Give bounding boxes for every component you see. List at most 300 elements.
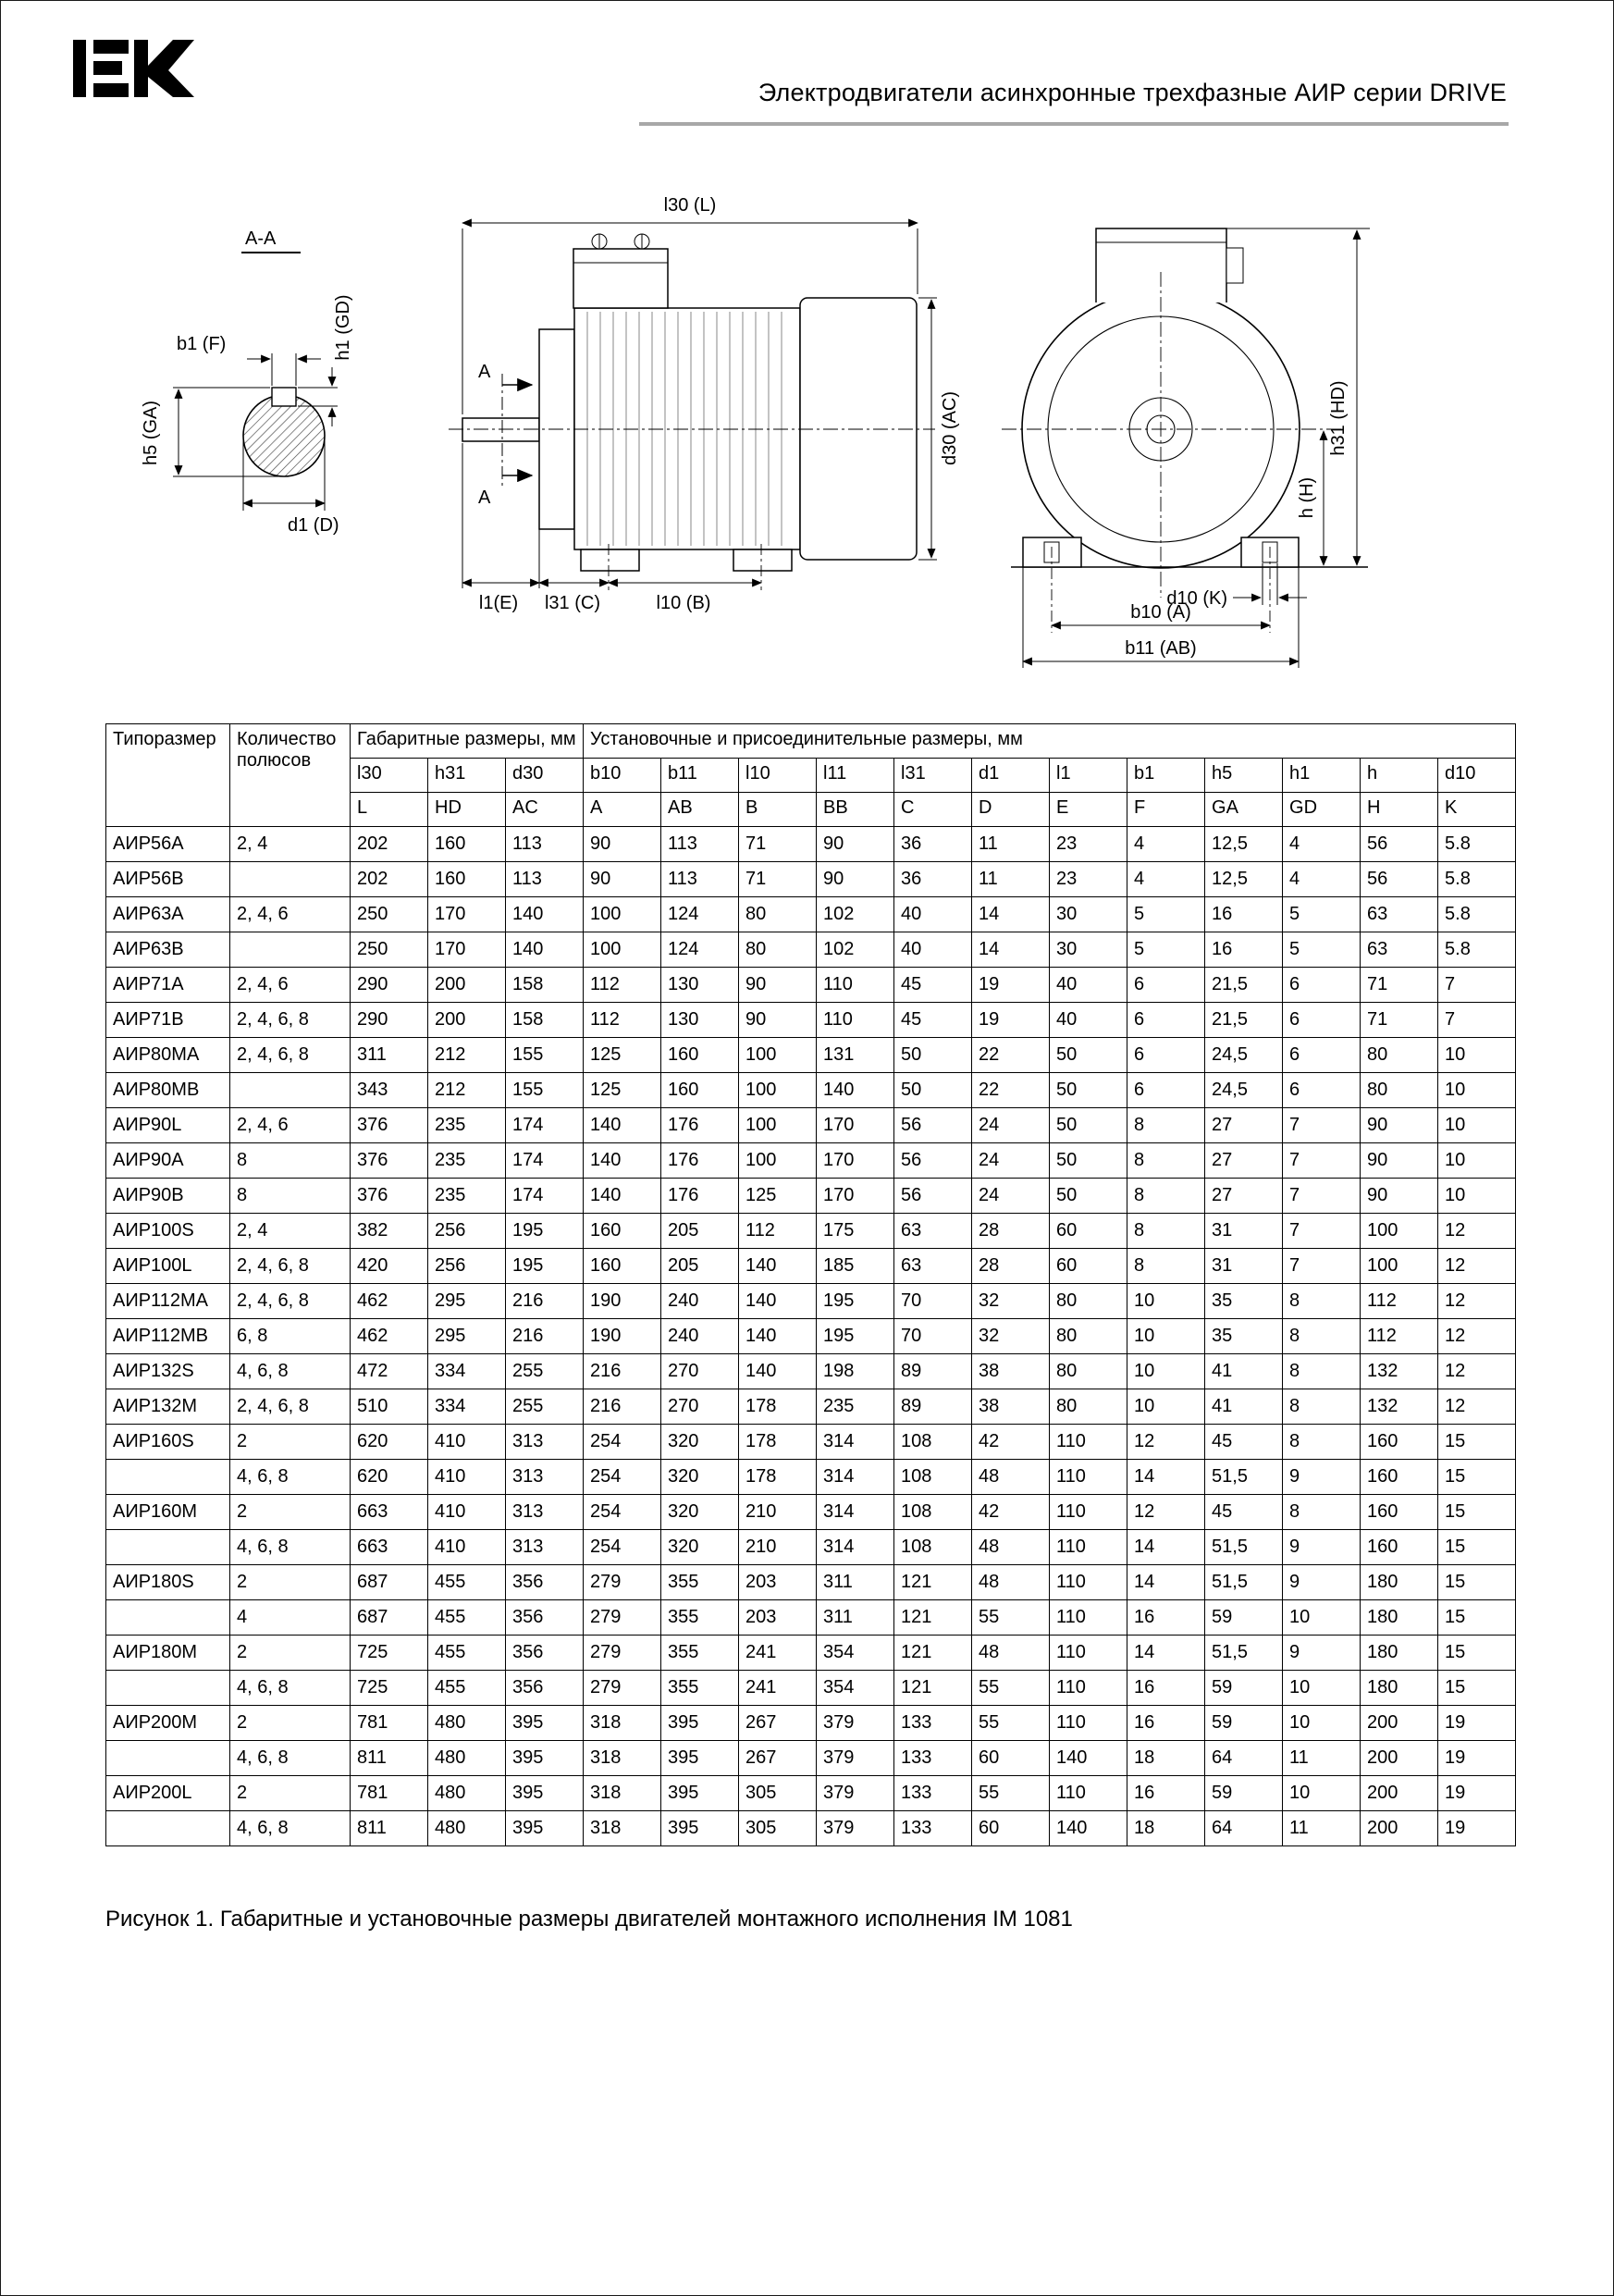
cell-typesize: АИР71А xyxy=(106,968,230,1003)
cell-value: 178 xyxy=(739,1425,817,1460)
rear-foot xyxy=(733,549,792,571)
cell-value: 133 xyxy=(894,1811,972,1846)
cell-value: 160 xyxy=(1361,1460,1438,1495)
cell-value: 200 xyxy=(1361,1741,1438,1776)
col-letter: K xyxy=(1438,793,1516,827)
cell-value: 160 xyxy=(428,862,506,897)
cell-value: 110 xyxy=(1050,1495,1127,1530)
cell-value: 6 xyxy=(1127,1038,1205,1073)
cell-value: 354 xyxy=(817,1671,894,1706)
cell-value: 313 xyxy=(506,1530,584,1565)
cell-value: 318 xyxy=(584,1741,661,1776)
cell-value: 15 xyxy=(1438,1565,1516,1600)
cell-value: 16 xyxy=(1205,897,1283,932)
col-typesize: Типоразмер xyxy=(106,724,230,827)
dim-label-l1: l1(E) xyxy=(478,593,519,613)
cell-value: 203 xyxy=(739,1600,817,1636)
col-symbol: l10 xyxy=(739,759,817,793)
cell-poles: 2 xyxy=(230,1565,351,1600)
cell-typesize: АИР80МА xyxy=(106,1038,230,1073)
cell-poles: 8 xyxy=(230,1143,351,1179)
shaft-section-circle xyxy=(243,395,325,476)
cell-value: 14 xyxy=(1127,1636,1205,1671)
cell-value: 155 xyxy=(506,1038,584,1073)
cell-value: 174 xyxy=(506,1108,584,1143)
cut-label-bottom: A xyxy=(478,488,491,508)
cell-value: 89 xyxy=(894,1389,972,1425)
cell-value: 22 xyxy=(972,1038,1050,1073)
cell-poles: 2, 4, 6, 8 xyxy=(230,1038,351,1073)
cell-value: 376 xyxy=(351,1108,428,1143)
cell-value: 48 xyxy=(972,1636,1050,1671)
cell-value: 80 xyxy=(1050,1354,1127,1389)
cell-value: 56 xyxy=(894,1108,972,1143)
col-letter: D xyxy=(972,793,1050,827)
cell-value: 124 xyxy=(661,932,739,968)
cell-value: 35 xyxy=(1205,1284,1283,1319)
cell-value: 314 xyxy=(817,1460,894,1495)
cell-value: 174 xyxy=(506,1179,584,1214)
cell-value: 50 xyxy=(1050,1179,1127,1214)
cell-value: 40 xyxy=(894,897,972,932)
dimensions-table xyxy=(105,723,1516,1846)
cell-value: 455 xyxy=(428,1671,506,1706)
cell-value: 314 xyxy=(817,1425,894,1460)
cell-value: 395 xyxy=(661,1811,739,1846)
table-row xyxy=(106,1143,1516,1179)
cell-value: 5.8 xyxy=(1438,862,1516,897)
cell-value: 12 xyxy=(1438,1389,1516,1425)
cell-value: 9 xyxy=(1283,1636,1361,1671)
cell-value: 216 xyxy=(506,1319,584,1354)
cell-value: 18 xyxy=(1127,1741,1205,1776)
cell-value: 42 xyxy=(972,1495,1050,1530)
table-row xyxy=(106,1565,1516,1600)
cell-value: 195 xyxy=(506,1214,584,1249)
cell-value: 6 xyxy=(1127,1003,1205,1038)
cell-value: 6 xyxy=(1283,968,1361,1003)
cell-value: 203 xyxy=(739,1565,817,1600)
cell-value: 124 xyxy=(661,897,739,932)
col-letter: B xyxy=(739,793,817,827)
page-title: Электродвигатели асинхронные трехфазные АИР серии DRIVE xyxy=(758,79,1507,106)
cell-value: 31 xyxy=(1205,1214,1283,1249)
cell-value: 311 xyxy=(817,1565,894,1600)
cell-value: 89 xyxy=(894,1354,972,1389)
cell-poles: 2, 4, 6, 8 xyxy=(230,1003,351,1038)
table-row xyxy=(106,1811,1516,1846)
cell-value: 16 xyxy=(1127,1671,1205,1706)
cell-value: 121 xyxy=(894,1565,972,1600)
table-row xyxy=(106,1108,1516,1143)
cell-value: 132 xyxy=(1361,1354,1438,1389)
cell-value: 7 xyxy=(1283,1249,1361,1284)
cell-value: 176 xyxy=(661,1143,739,1179)
table-row xyxy=(106,1495,1516,1530)
cell-value: 10 xyxy=(1438,1038,1516,1073)
cell-value: 355 xyxy=(661,1600,739,1636)
cell-value: 7 xyxy=(1283,1179,1361,1214)
col-letter: GD xyxy=(1283,793,1361,827)
cell-value: 60 xyxy=(1050,1214,1127,1249)
cell-value: 90 xyxy=(739,968,817,1003)
cell-value: 42 xyxy=(972,1425,1050,1460)
cell-value: 15 xyxy=(1438,1671,1516,1706)
cell-value: 70 xyxy=(894,1284,972,1319)
cell-value: 5 xyxy=(1283,932,1361,968)
cell-value: 60 xyxy=(1050,1249,1127,1284)
cell-value: 356 xyxy=(506,1565,584,1600)
dim-label-d10: d10 (K) xyxy=(1166,588,1227,609)
cell-value: 71 xyxy=(1361,1003,1438,1038)
cell-value: 45 xyxy=(1205,1495,1283,1530)
cell-value: 12 xyxy=(1438,1284,1516,1319)
cell-value: 121 xyxy=(894,1636,972,1671)
cell-value: 8 xyxy=(1283,1389,1361,1425)
cell-typesize: АИР160S xyxy=(106,1425,230,1460)
cell-value: 180 xyxy=(1361,1600,1438,1636)
cell-value: 24,5 xyxy=(1205,1038,1283,1073)
cell-value: 8 xyxy=(1127,1179,1205,1214)
cell-value: 71 xyxy=(739,827,817,862)
cell-value: 6 xyxy=(1283,1038,1361,1073)
cell-value: 379 xyxy=(817,1776,894,1811)
cell-typesize: АИР160M xyxy=(106,1495,230,1530)
cell-value: 50 xyxy=(894,1073,972,1108)
cell-value: 140 xyxy=(584,1179,661,1214)
table-row xyxy=(106,1671,1516,1706)
cell-value: 320 xyxy=(661,1425,739,1460)
cell-value: 112 xyxy=(584,1003,661,1038)
cell-value: 4 xyxy=(1283,827,1361,862)
cell-value: 50 xyxy=(1050,1073,1127,1108)
cell-value: 113 xyxy=(661,862,739,897)
cell-value: 202 xyxy=(351,862,428,897)
cell-value: 410 xyxy=(428,1425,506,1460)
cell-value: 7 xyxy=(1438,968,1516,1003)
cell-value: 175 xyxy=(817,1214,894,1249)
cell-value: 90 xyxy=(584,862,661,897)
cell-value: 279 xyxy=(584,1671,661,1706)
cell-value: 313 xyxy=(506,1425,584,1460)
cell-value: 462 xyxy=(351,1284,428,1319)
cell-typesize: АИР180M xyxy=(106,1636,230,1671)
cell-value: 56 xyxy=(894,1143,972,1179)
col-symbol: h5 xyxy=(1205,759,1283,793)
cell-value: 379 xyxy=(817,1811,894,1846)
cell-value: 133 xyxy=(894,1741,972,1776)
cell-value: 48 xyxy=(972,1460,1050,1495)
cell-value: 212 xyxy=(428,1038,506,1073)
cell-value: 15 xyxy=(1438,1600,1516,1636)
cell-value: 28 xyxy=(972,1214,1050,1249)
cell-value: 8 xyxy=(1127,1143,1205,1179)
cell-value: 12 xyxy=(1438,1354,1516,1389)
cell-value: 108 xyxy=(894,1425,972,1460)
cell-value: 48 xyxy=(972,1565,1050,1600)
cell-poles: 2, 4, 6 xyxy=(230,1108,351,1143)
cell-value: 9 xyxy=(1283,1460,1361,1495)
cell-value: 255 xyxy=(506,1354,584,1389)
cell-value: 50 xyxy=(894,1038,972,1073)
cell-value: 59 xyxy=(1205,1776,1283,1811)
keyway xyxy=(272,388,296,406)
cell-value: 8 xyxy=(1283,1495,1361,1530)
cell-value: 40 xyxy=(894,932,972,968)
cell-value: 90 xyxy=(817,827,894,862)
table-row xyxy=(106,932,1516,968)
cell-value: 56 xyxy=(894,1179,972,1214)
cell-value: 395 xyxy=(506,1776,584,1811)
cell-value: 395 xyxy=(506,1811,584,1846)
cell-poles: 4 xyxy=(230,1600,351,1636)
cell-value: 80 xyxy=(1361,1038,1438,1073)
cell-value: 356 xyxy=(506,1600,584,1636)
cell-value: 480 xyxy=(428,1811,506,1846)
dim-label-l10: l10 (B) xyxy=(656,593,711,613)
cell-value: 235 xyxy=(817,1389,894,1425)
cell-value: 40 xyxy=(1050,1003,1127,1038)
terminal-box-front xyxy=(1096,228,1226,302)
cell-value: 30 xyxy=(1050,897,1127,932)
dim-label-d30: d30 (AC) xyxy=(940,390,960,466)
table-row xyxy=(106,1600,1516,1636)
cell-value: 59 xyxy=(1205,1706,1283,1741)
cell-value: 343 xyxy=(351,1073,428,1108)
cell-value: 290 xyxy=(351,968,428,1003)
cell-value: 356 xyxy=(506,1636,584,1671)
cell-value: 140 xyxy=(584,1108,661,1143)
cell-value: 64 xyxy=(1205,1741,1283,1776)
cell-value: 110 xyxy=(1050,1706,1127,1741)
cell-value: 170 xyxy=(817,1108,894,1143)
cell-poles: 2, 4, 6 xyxy=(230,968,351,1003)
col-symbol: b10 xyxy=(584,759,661,793)
cell-typesize: АИР132S xyxy=(106,1354,230,1389)
col-symbol: d10 xyxy=(1438,759,1516,793)
cell-value: 267 xyxy=(739,1741,817,1776)
cell-typesize: АИР90L xyxy=(106,1108,230,1143)
cell-value: 781 xyxy=(351,1706,428,1741)
cell-value: 140 xyxy=(506,932,584,968)
terminal-box xyxy=(573,249,668,308)
col-symbol: d1 xyxy=(972,759,1050,793)
drawing-shaft-section xyxy=(130,218,380,542)
cell-value: 240 xyxy=(661,1284,739,1319)
col-letter: F xyxy=(1127,793,1205,827)
cell-value: 24 xyxy=(972,1143,1050,1179)
table-row xyxy=(106,1003,1516,1038)
cell-value: 80 xyxy=(1050,1284,1127,1319)
cell-value: 395 xyxy=(506,1706,584,1741)
cell-typesize xyxy=(106,1671,230,1706)
cell-value: 314 xyxy=(817,1495,894,1530)
cell-value: 320 xyxy=(661,1460,739,1495)
cell-value: 155 xyxy=(506,1073,584,1108)
col-symbol: b11 xyxy=(661,759,739,793)
cell-value: 314 xyxy=(817,1530,894,1565)
cell-value: 318 xyxy=(584,1776,661,1811)
cell-value: 100 xyxy=(1361,1249,1438,1284)
dim-label-b1: b1 (F) xyxy=(177,334,227,354)
cell-value: 55 xyxy=(972,1706,1050,1741)
cell-value: 45 xyxy=(894,1003,972,1038)
cell-value: 112 xyxy=(739,1214,817,1249)
cell-value: 100 xyxy=(584,897,661,932)
cell-value: 185 xyxy=(817,1249,894,1284)
col-letter: L xyxy=(351,793,428,827)
col-letter: H xyxy=(1361,793,1438,827)
cell-value: 35 xyxy=(1205,1319,1283,1354)
cell-value: 256 xyxy=(428,1214,506,1249)
cell-value: 8 xyxy=(1283,1284,1361,1319)
cell-value: 10 xyxy=(1283,1776,1361,1811)
cell-value: 241 xyxy=(739,1671,817,1706)
motor-body xyxy=(574,308,800,549)
col-letter: A xyxy=(584,793,661,827)
cell-value: 132 xyxy=(1361,1389,1438,1425)
cell-value: 178 xyxy=(739,1389,817,1425)
cell-value: 110 xyxy=(1050,1776,1127,1811)
cell-value: 130 xyxy=(661,968,739,1003)
cell-value: 216 xyxy=(506,1284,584,1319)
cell-value: 320 xyxy=(661,1530,739,1565)
cell-value: 395 xyxy=(661,1706,739,1741)
cell-value: 16 xyxy=(1127,1706,1205,1741)
cell-value: 180 xyxy=(1361,1565,1438,1600)
cell-typesize: АИР180S xyxy=(106,1565,230,1600)
cell-value: 295 xyxy=(428,1284,506,1319)
cell-value: 19 xyxy=(972,968,1050,1003)
cell-value: 21,5 xyxy=(1205,968,1283,1003)
table-row xyxy=(106,1179,1516,1214)
cell-poles xyxy=(230,1073,351,1108)
cell-typesize xyxy=(106,1811,230,1846)
cell-value: 355 xyxy=(661,1565,739,1600)
drawing-front-view xyxy=(1000,191,1573,709)
cell-value: 16 xyxy=(1127,1600,1205,1636)
cell-value: 80 xyxy=(1050,1319,1127,1354)
cell-value: 216 xyxy=(584,1354,661,1389)
cell-value: 56 xyxy=(1361,827,1438,862)
cell-value: 90 xyxy=(817,862,894,897)
cell-value: 140 xyxy=(739,1354,817,1389)
table-row xyxy=(106,1530,1516,1565)
cell-value: 90 xyxy=(739,1003,817,1038)
cell-value: 8 xyxy=(1127,1108,1205,1143)
cell-value: 318 xyxy=(584,1811,661,1846)
cell-typesize xyxy=(106,1741,230,1776)
cell-value: 267 xyxy=(739,1706,817,1741)
table-row xyxy=(106,1741,1516,1776)
cell-value: 45 xyxy=(894,968,972,1003)
cell-value: 32 xyxy=(972,1319,1050,1354)
cell-value: 254 xyxy=(584,1460,661,1495)
cell-value: 63 xyxy=(1361,897,1438,932)
cell-value: 5.8 xyxy=(1438,827,1516,862)
cell-value: 21,5 xyxy=(1205,1003,1283,1038)
cell-value: 10 xyxy=(1283,1706,1361,1741)
cell-value: 455 xyxy=(428,1565,506,1600)
cell-poles xyxy=(230,932,351,968)
cell-value: 379 xyxy=(817,1706,894,1741)
cell-value: 56 xyxy=(1361,862,1438,897)
cell-value: 6 xyxy=(1127,968,1205,1003)
cell-poles: 4, 6, 8 xyxy=(230,1811,351,1846)
cell-value: 110 xyxy=(1050,1425,1127,1460)
iek-logo xyxy=(73,36,212,101)
cell-value: 80 xyxy=(739,897,817,932)
cell-value: 100 xyxy=(584,932,661,968)
cell-value: 420 xyxy=(351,1249,428,1284)
cell-value: 240 xyxy=(661,1319,739,1354)
col-group-overall: Габаритные размеры, мм xyxy=(351,724,584,759)
cell-value: 133 xyxy=(894,1706,972,1741)
cell-value: 480 xyxy=(428,1776,506,1811)
cell-value: 176 xyxy=(661,1179,739,1214)
cell-value: 311 xyxy=(817,1600,894,1636)
cell-value: 279 xyxy=(584,1636,661,1671)
cell-value: 480 xyxy=(428,1706,506,1741)
cell-value: 9 xyxy=(1283,1565,1361,1600)
cell-value: 10 xyxy=(1283,1600,1361,1636)
cell-poles: 2 xyxy=(230,1706,351,1741)
cell-value: 254 xyxy=(584,1425,661,1460)
cell-value: 254 xyxy=(584,1495,661,1530)
cell-value: 250 xyxy=(351,932,428,968)
cell-value: 108 xyxy=(894,1495,972,1530)
cell-value: 125 xyxy=(584,1038,661,1073)
cell-value: 15 xyxy=(1438,1495,1516,1530)
cell-value: 241 xyxy=(739,1636,817,1671)
cell-value: 125 xyxy=(739,1179,817,1214)
cell-value: 410 xyxy=(428,1460,506,1495)
cell-value: 311 xyxy=(351,1038,428,1073)
cell-value: 70 xyxy=(894,1319,972,1354)
cell-poles: 2 xyxy=(230,1636,351,1671)
cell-value: 356 xyxy=(506,1671,584,1706)
cell-value: 270 xyxy=(661,1389,739,1425)
cell-poles: 2, 4 xyxy=(230,827,351,862)
cell-value: 110 xyxy=(1050,1565,1127,1600)
cell-value: 7 xyxy=(1283,1108,1361,1143)
cell-value: 178 xyxy=(739,1460,817,1495)
cell-value: 235 xyxy=(428,1143,506,1179)
cell-value: 140 xyxy=(1050,1741,1127,1776)
cell-value: 270 xyxy=(661,1354,739,1389)
cell-value: 376 xyxy=(351,1143,428,1179)
cell-value: 313 xyxy=(506,1460,584,1495)
cell-value: 15 xyxy=(1438,1530,1516,1565)
col-symbol: d30 xyxy=(506,759,584,793)
cell-value: 663 xyxy=(351,1530,428,1565)
front-foot xyxy=(581,549,639,571)
cell-typesize: АИР63А xyxy=(106,897,230,932)
cell-typesize xyxy=(106,1600,230,1636)
cell-value: 24 xyxy=(972,1108,1050,1143)
cell-value: 200 xyxy=(1361,1706,1438,1741)
cell-value: 811 xyxy=(351,1741,428,1776)
cell-value: 27 xyxy=(1205,1143,1283,1179)
cell-value: 51,5 xyxy=(1205,1565,1283,1600)
cell-value: 235 xyxy=(428,1108,506,1143)
cell-value: 160 xyxy=(1361,1495,1438,1530)
cell-value: 63 xyxy=(894,1214,972,1249)
cell-value: 5.8 xyxy=(1438,897,1516,932)
cell-value: 12,5 xyxy=(1205,862,1283,897)
cell-value: 8 xyxy=(1127,1249,1205,1284)
cell-value: 395 xyxy=(506,1741,584,1776)
